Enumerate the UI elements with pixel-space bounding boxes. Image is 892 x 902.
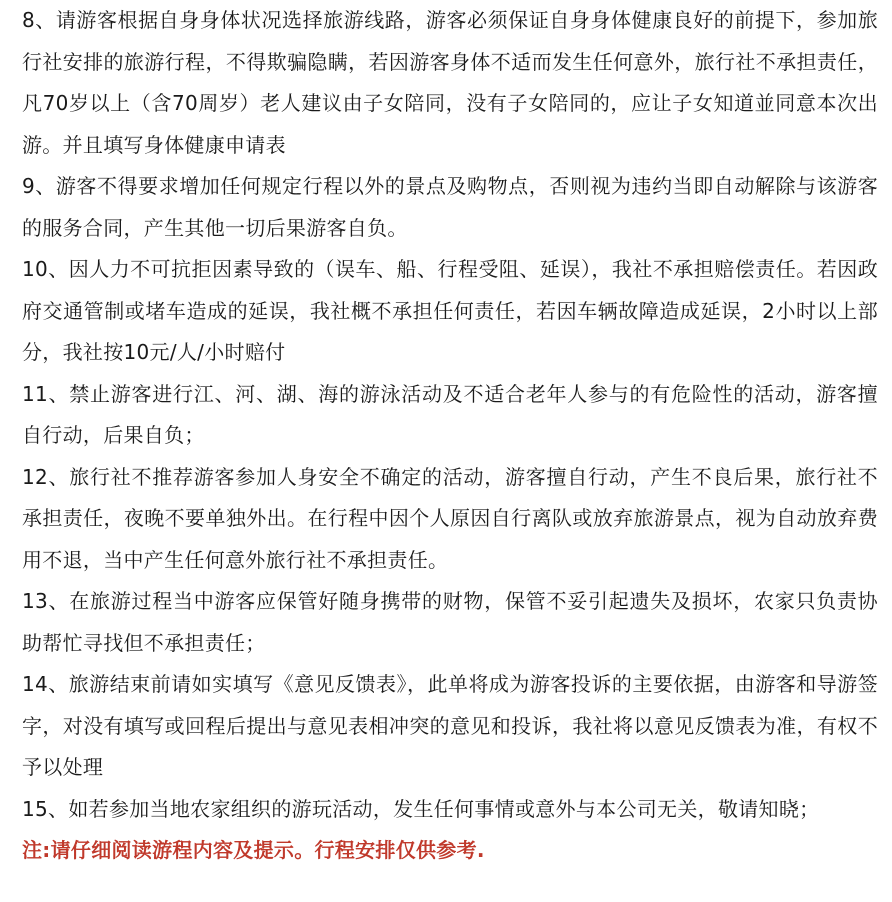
term-item-12: 12、旅行社不推荐游客参加人身安全不确定的活动，游客擅自行动，产生不良后果，旅行社不承担责任，夜晚不要单独外出。在行程中因个人原因自行离队或放弃旅游景点，视为自动放弃费用不退，当中产生任何意外旅行社不承担责任。 bbox=[22, 464, 878, 572]
term-item-10: 10、因人力不可抗拒因素导致的（误车、船、行程受阻、延误），我社不承担赔偿责任。若因政府交通管制或堵车造成的延误，我社概不承担任何责任，若因车辆故障造成延误，2小时以上部分，我社按10元/人/小时赔付 bbox=[22, 257, 878, 364]
term-item-14: 14、旅游结束前请如实填写《意见反馈表》，此单将成为游客投诉的主要依据，由游客和导游签字，对没有填写或回程后提出与意见表相冲突的意见和投诉，我社将以意见反馈表为准，有权不予以处理 bbox=[22, 672, 878, 779]
terms-document bbox=[22, 0, 878, 872]
term-item-8: 8、请游客根据自身身体状况选择旅游线路，游客必须保证自身身体健康良好的前提下，参加旅行社安排的旅游行程，不得欺骗隐瞒，若因游客身体不适而发生任何意外，旅行社不承担责任，凡70岁以上（含70周岁）老人建议由子女陪同，没有子女陪同的，应让子女知道並同意本次出游。并且填写身体健康申请表 bbox=[22, 8, 878, 157]
term-item-13: 13、在旅游过程当中游客应保管好随身携带的财物，保管不妥引起遗失及损坏，农家只负责协助帮忙寻找但不承担责任； bbox=[22, 589, 878, 655]
reading-note: 注:请仔细阅读游程内容及提示。行程安排仅供参考. bbox=[22, 838, 485, 862]
term-item-11: 11、禁止游客进行江、河、湖、海的游泳活动及不适合老年人参与的有危险性的活动，游客擅自行动，后果自负； bbox=[22, 381, 878, 447]
term-item-15: 15、如若参加当地农家组织的游玩活动，发生任何事情或意外与本公司无关，敬请知晓； bbox=[22, 796, 820, 821]
term-item-9: 9、游客不得要求增加任何规定行程以外的景点及购物点，否则视为违约当即自动解除与该游客的服务合同，产生其他一切后果游客自负。 bbox=[22, 174, 878, 240]
